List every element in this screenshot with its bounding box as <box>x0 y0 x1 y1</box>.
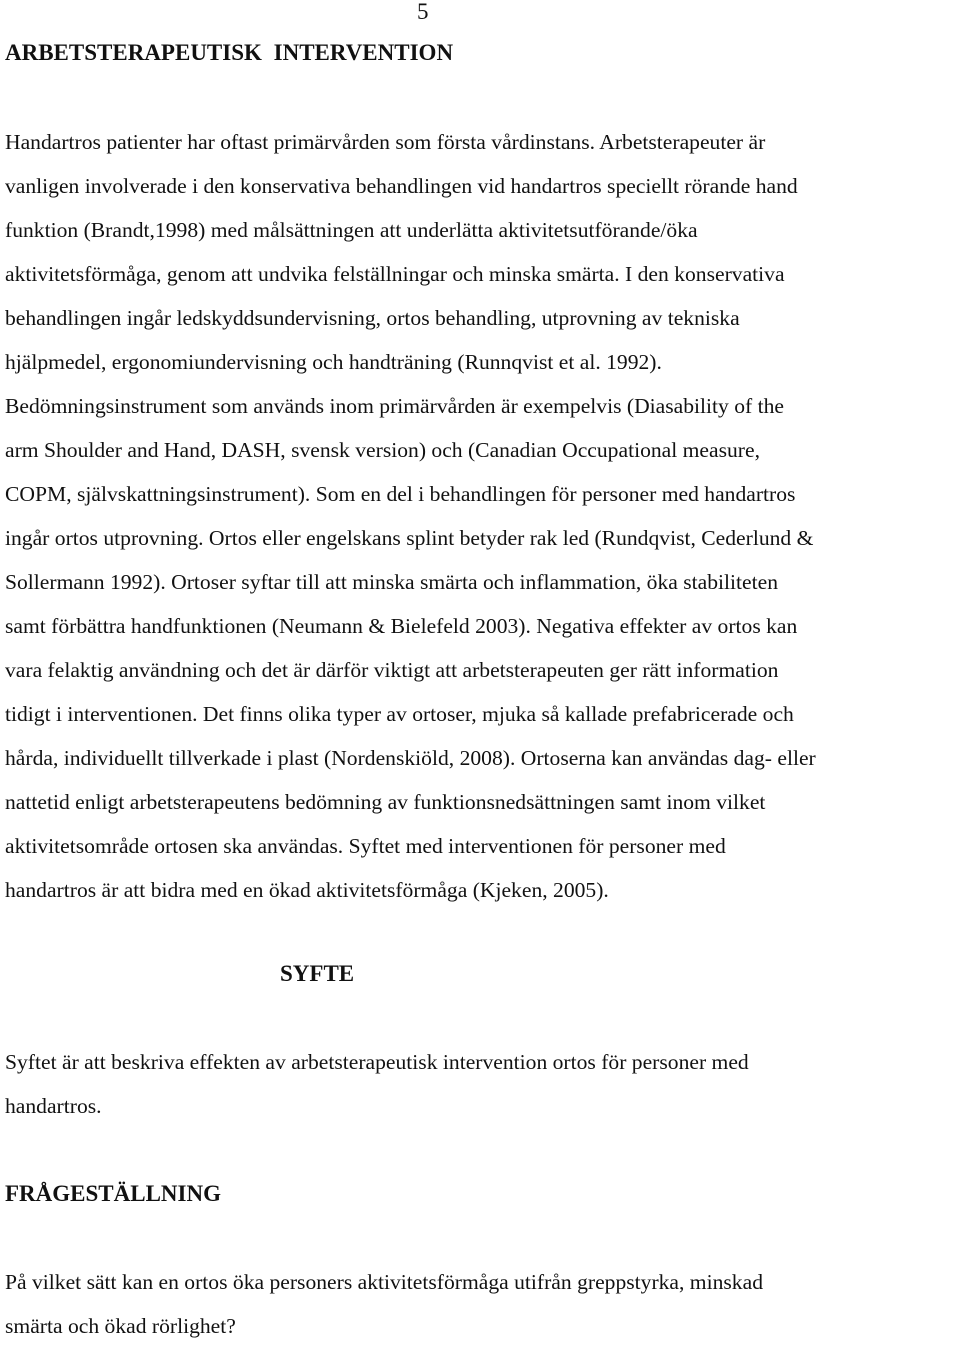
paragraph-line: aktivitetsförmåga, genom att undvika felställningar och minska smärta. I den konservativa <box>5 262 785 286</box>
paragraph-line: Syftet är att beskriva effekten av arbetsterapeutisk intervention ortos för personer med <box>5 1050 749 1074</box>
syfte-paragraph <box>5 1040 749 1128</box>
intervention-paragraph <box>5 120 816 912</box>
section-heading-fragestallning: FRÅGESTÄLLNING <box>5 1181 221 1206</box>
paragraph-line: Sollermann 1992). Ortoser syftar till att minska smärta och inflammation, öka stabiliteten <box>5 570 778 594</box>
section-heading-syfte: SYFTE <box>280 961 355 986</box>
page-number: 5 <box>417 0 429 24</box>
paragraph-line: vanligen involverade i den konservativa behandlingen vid handartros speciellt rörande hand <box>5 174 798 198</box>
paragraph-line: Bedömningsinstrument som används inom primärvården är exempelvis (Diasability of the <box>5 394 785 418</box>
paragraph-line: vara felaktig användning och det är därför viktigt att arbetsterapeuten ger rätt information <box>5 658 779 682</box>
paragraph-line: nattetid enligt arbetsterapeutens bedömning av funktionsnedsättningen samt inom vilket <box>5 790 766 814</box>
paragraph-line: handartros är att bidra med en ökad aktivitetsförmåga (Kjeken, 2005). <box>5 878 609 902</box>
paragraph-line: På vilket sätt kan en ortos öka personers aktivitetsförmåga utifrån greppstyrka, minskad <box>5 1270 763 1294</box>
paragraph-line: handartros. <box>5 1094 102 1118</box>
paragraph-line: ingår ortos utprovning. Ortos eller engelskans splint betyder rak led (Rundqvist, Cederlund & <box>5 526 814 550</box>
paragraph-line: behandlingen ingår ledskyddsundervisning, ortos behandling, utprovning av tekniska <box>5 306 740 330</box>
paragraph-line: samt förbättra handfunktionen (Neumann & Bielefeld 2003). Negativa effekter av ortos kan <box>5 614 798 638</box>
fragestallning-paragraph <box>5 1260 763 1348</box>
paragraph-line: hjälpmedel, ergonomiundervisning och handträning (Runnqvist et al. 1992). <box>5 350 662 374</box>
paragraph-line: tidigt i interventionen. Det finns olika typer av ortoser, mjuka så kallade prefabricerade och <box>5 702 794 726</box>
paragraph-line: COPM, självskattningsinstrument). Som en del i behandlingen för personer med handartros <box>5 482 796 506</box>
section-heading-intervention: ARBETSTERAPEUTISK INTERVENTION <box>5 40 454 65</box>
paragraph-line: smärta och ökad rörlighet? <box>5 1314 236 1338</box>
paragraph-line: Handartros patienter har oftast primärvården som första vårdinstans. Arbetsterapeuter är <box>5 130 766 154</box>
paragraph-line: arm Shoulder and Hand, DASH, svensk version) och (Canadian Occupational measure, <box>5 438 760 462</box>
paragraph-line: aktivitetsområde ortosen ska användas. Syftet med interventionen för personer med <box>5 834 726 858</box>
paragraph-line: funktion (Brandt,1998) med målsättningen att underlätta aktivitetsutförande/öka <box>5 218 698 242</box>
paragraph-line: hårda, individuellt tillverkade i plast (Nordenskiöld, 2008). Ortoserna kan användas dag- eller <box>5 746 816 770</box>
